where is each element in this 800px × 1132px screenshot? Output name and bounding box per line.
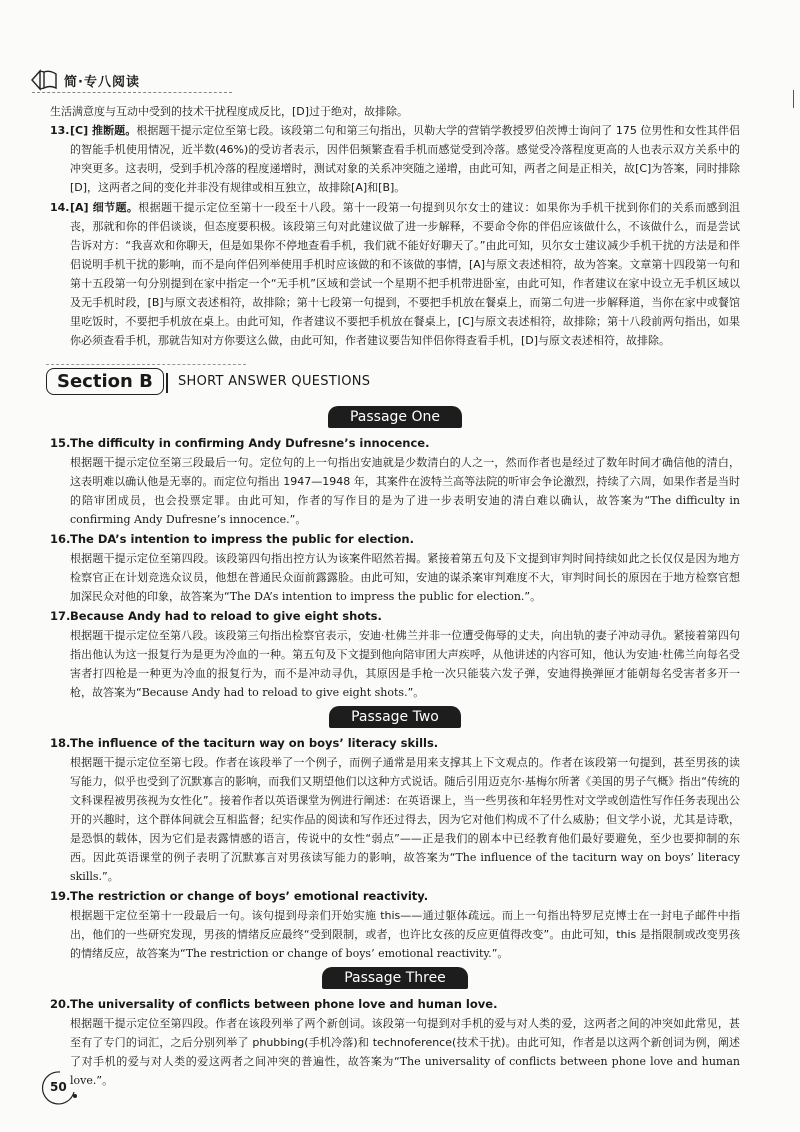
page-number: 50 [50,1080,67,1094]
explanation-text: 根据题干定位至第十一段最后一句。该句提到母亲们开始实施 this——通过躯体疏远。而上一句指出特罗尼克博士在一封电子邮件中指出，他们的一些研究发现，男孩的情绪反应最终“受到限制，或者，也许比女孩的反应更值得改变”。由此可知，this 是指限制或改变男孩的情绪反应，故答案为“ [70,909,740,960]
answer-quote: The restriction or change of boys’ emotional reactivity. [185,947,492,960]
explanation-end: ”。 [289,513,307,526]
answer-13 [50,121,740,197]
section-subtitle: SHORT ANSWER QUESTIONS [178,374,371,389]
explanation-text: 根据题干提示定位至第七段。作者在该段举了一个例子，而例子通常是用来支撑其上下文观点的。作者在该段第一句提到，甚至男孩的读写能力，似乎也受到了沉默寡言的影响，而我们又期望他们以这种方式说话。随后引用迈克尔·基梅尔所著《美国的男子气概》指出“传统的文科课程被男孩视为女性化”。接着作者以英语课堂为例进行阐述：在英语课上，当一些男孩和年轻男性对文学或创造性写作任务表现出公开的兴趣时，这个群体间就会互相监督；纪实作品的阅读和写作还过得去，因为它对他们构成不了什么威胁；但文学小说，尤其是诗歌，是恐惧的载体，因为它们是表露情感的语言，传说中的女性“弱点”——正是我们的剧本中已经教育他们最好要避免，至少也要抑制的东西。因此英语课堂的例子表明了沉默寡言对男孩读写能力的影响，故答案为“ [70,756,740,864]
explanation-end: ”。 [102,870,119,883]
page-number-badge [38,1068,80,1108]
answer-19 [50,887,740,963]
passage-three-heading [50,967,740,989]
answer-14 [50,198,740,350]
answer-quote: The universality of conflicts between phone love and human love. [70,1055,740,1087]
answer-20 [50,995,740,1090]
answer-quote: The influence of the taciturn way on boys’ literacy skills. [70,851,740,883]
section-separator [166,373,168,393]
explanation-text: 根据题干提示定位至第四段。该段第四句指出控方认为该案件昭然若揭。紧接着第五句及下文提到审判时间持续如此之长仅仅是因为地方检察官正在计划竞选众议员，他想在普通民众面前露露脸。由此可知，安迪的谋杀案审判难度不大，审判时间长的原因在于地方检察官想加深民众对他的印象，故答案为“ [70,552,740,603]
explanation-text: 根据题干提示定位至第七段。该段第二句和第三句指出，贝勒大学的营销学教授罗伯茨博士询问了 175 位男性和女性其伴侣的智能手机使用情况，近半数(46%)的受访者表示，因伴侣频繁查看手机而感觉受到冷落。感觉受冷落程度更高的人也表示双方关系中的冲突更多。这表明，受到手机冷落的程度递增时，测试对象的关系冲突随之递增，由此可知，两者之间是正相关，故[C]为答案，同时排除[D]，这两者之间的变化并非没有规律或相互独立，故排除[A]和[B]。 [70,124,740,194]
header-divider [32,92,232,93]
explanation-text: 根据题干提示定位至第八段。该段第三句指出检察官表示，安迪·杜佛兰并非一位遭受侮辱的丈夫，向出轨的妻子冲动寻仇。紧接着第四句指出他认为这一报复行为是更为冷血的一种。第五句及下文提到他向陪审团大声疾呼，从他讲述的内容可知，他认为安迪·杜佛兰向每名受害者打四枪是一种更为冷血的报复行为，而不是冲动寻仇，其原因是手枪一次只能装六发子弹，安迪得换弹匣才能朝每名受害者多开一枪，故答案为“ [70,629,740,699]
page-header [30,68,140,92]
answer-title: The restriction or change of boys’ emotional reactivity. [70,889,429,903]
answer-title: Because Andy had to reload to give eight shots. [70,609,382,623]
question-number: 16. [50,532,71,546]
explanation-text: 根据题干提示定位至第三段最后一句。定位句的上一句指出安迪就是少数清白的人之一，然而作者也是经过了数年时间才确信他的清白，这表明难以确认他是无辜的。而定位句指出 1947—1948 年，其案件在波特兰高等法院的听审会争论激烈，持续了六周，如果作者是当时的陪审团成员，也会投票定罪。由此可知，作者的写作目的是为了进一步表明安迪的清白难以确认，故答案为“ [70,456,740,507]
page-content [50,102,740,1091]
question-number: 14. [50,201,70,214]
explanation-text: 根据题干提示定位至第十一段至十八段。第十一段第一句提到贝尔女士的建议：如果你为手机干扰到你们的关系而感到沮丧，那就和你的伴侣谈谈，但态度要积极。该段第三句对此建议做了进一步解释，不要命令你的伴侣应该做什么，不该做什么，而是尝试告诉对方：“我喜欢和你聊天，但是如果你不停地查看手机，我们就不能好好聊天了。”由此可知，贝尔女士建议减少手机干扰的方法是和伴侣说明手机干扰的影响，而不是向伴侣列举使用手机时应该做的和不该做的事情，[A]与原文表述相符，故为答案。文章第十四段第一句和第十五段第一句分别提到在家中指定一个“无手机”区域和尝试一个星期不把手机带进卧室，由此可知，作者建议在家中设立无手机区域以及无手机时段，[B]与原文表述相符，故排除；第十七段第一句提到，不要把手机放在餐桌上，而第二句进一步解释道，当你在家中或餐馆里吃饭时，不要把手机放在桌上。由此可知，作者建议不要把手机放在餐桌上，[C]与原文表述相符，故排除；第十八段前两句指出，如果你必须查看手机，那就告知对方你要这么做，由此可知，作者建议要告知伴侣你得查看手机，[D]与原文表述相符，故排除。 [70,201,741,347]
answer-title: The universality of conflicts between phone love and human love. [70,997,498,1011]
question-number: 19. [50,889,71,903]
explanation-end: ”。 [96,1074,114,1087]
answer-quote: The DA’s intention to impress the public for election. [229,590,525,603]
passage-label: Passage Two [329,706,461,728]
explanation-end: ”。 [524,590,542,603]
passage-two-heading [50,706,740,728]
margin-mark [793,90,794,108]
book-logo-icon [30,68,58,92]
explanation-end: ”。 [407,686,425,699]
question-number: 18. [50,736,71,750]
header-title: 简·专八阅读 [64,74,140,90]
answer-15 [50,434,740,529]
explanation-text: 根据题干提示定位至第四段。作者在该段列举了两个新创词。该段第一句提到对手机的爱与对人类的爱，这两者之间的冲突如此常见，甚至有了专门的词汇，之后分别列举了 phubbing(手机冷落)和 technoference(技术干扰)。由此可知，作者是以这两个新创词为例，阐述了对手机的爱与对人类的爱这两者之间冲突的普遍性，故答案为“ [70,1017,740,1068]
question-number: 20. [50,997,71,1011]
explanation-end: ”。 [491,947,509,960]
passage-label: Passage One [328,406,462,428]
answer-title: The DA’s intention to impress the public for election. [70,532,414,546]
question-number: 13. [50,124,70,137]
continued-paragraph: 生活满意度与互动中受到的技术干扰程度成反比，[D]过于绝对，故排除。 [50,105,409,118]
answer-tag: [A] 细节题。 [70,201,139,214]
passage-label: Passage Three [322,967,468,989]
question-number: 17. [50,609,71,623]
answer-title: The influence of the taciturn way on boys’ literacy skills. [70,736,439,750]
answer-17 [50,607,740,702]
section-label: Section B [46,368,164,395]
question-number: 15. [50,436,71,450]
section-b-heading [50,356,740,402]
passage-one-heading [50,406,740,428]
answer-16 [50,530,740,606]
answer-quote: Because Andy had to reload to give eight shots. [141,686,408,699]
section-divider [46,364,246,365]
answer-title: The difficulty in confirming Andy Dufresne’s innocence. [70,436,430,450]
answer-quote: The difficulty in confirming Andy Dufresne’s innocence. [70,494,740,526]
answer-tag: [C] 推断题。 [70,124,137,137]
answer-18 [50,734,740,886]
